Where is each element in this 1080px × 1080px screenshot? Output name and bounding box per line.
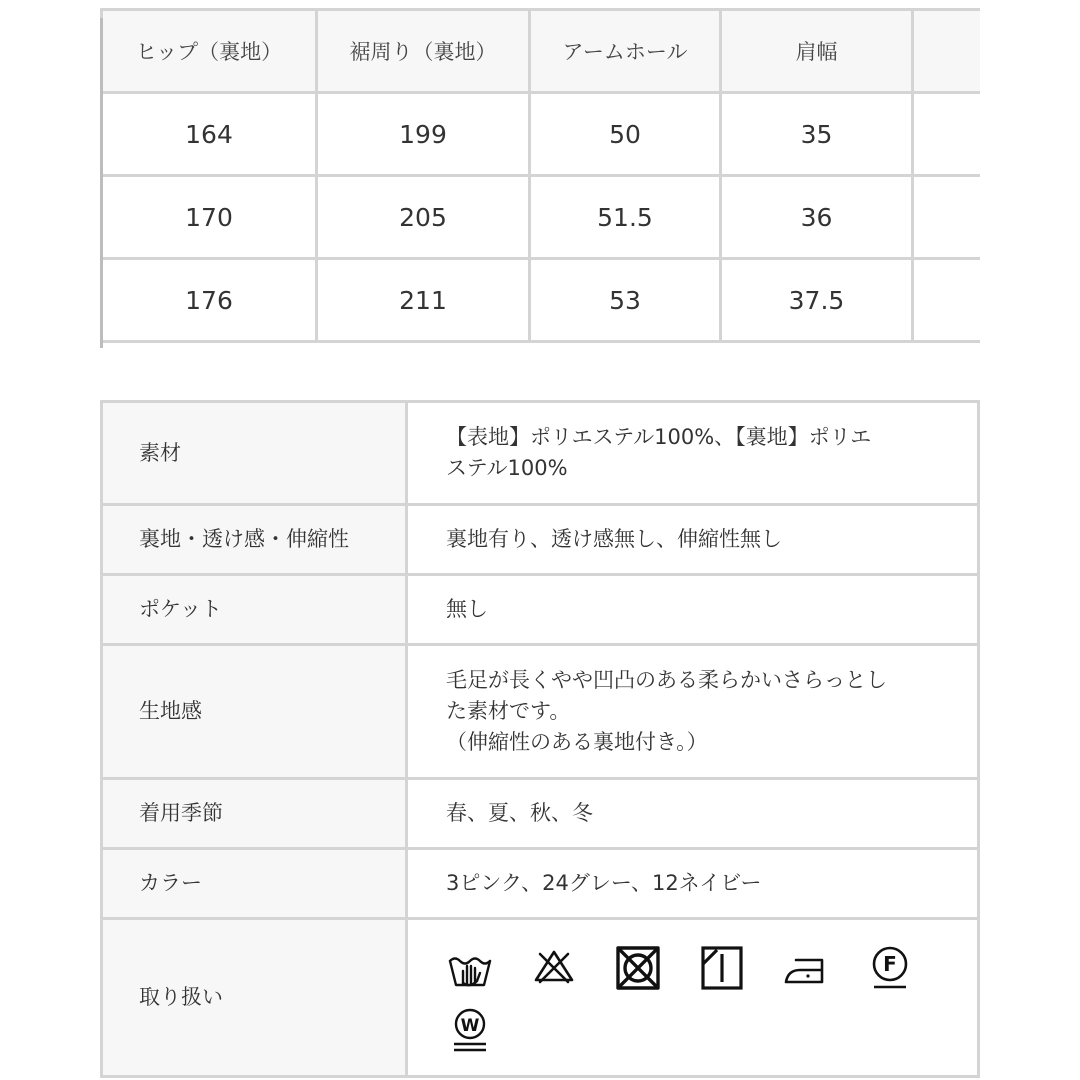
table-row [102, 259, 981, 342]
spec-value [407, 645, 979, 779]
hand-wash-icon [446, 944, 494, 992]
wet-clean-letter: W [460, 1015, 480, 1036]
material-line-2: ステル100% [446, 456, 568, 480]
spec-label: カラー [102, 849, 407, 919]
no-tumble-dry-icon [614, 944, 662, 992]
dry-clean-f-icon [866, 944, 914, 992]
shoulder-value: 35 [721, 93, 913, 176]
spec-value [407, 919, 979, 1077]
spec-row-care [102, 919, 979, 1077]
cut-off-cell [913, 259, 981, 342]
header-cut-off-column [913, 10, 981, 93]
hip-value: 164 [102, 93, 317, 176]
spec-label: 取り扱い [102, 919, 407, 1077]
hem-value: 199 [317, 93, 530, 176]
spec-value: 春、夏、秋、冬 [407, 779, 979, 849]
texture-line-1: 毛足が長くやや凹凸のある柔らかいさらっとし [446, 668, 887, 692]
hip-value: 176 [102, 259, 317, 342]
header-armhole: アームホール [530, 10, 721, 93]
spec-value [407, 402, 979, 505]
no-bleach-icon [530, 944, 578, 992]
armhole-value: 50 [530, 93, 721, 176]
hem-value: 205 [317, 176, 530, 259]
spec-label: 裏地・透け感・伸縮性 [102, 505, 407, 575]
spec-value: 3ピンク、24グレー、12ネイビー [407, 849, 979, 919]
material-line-1: 【表地】ポリエステル100%、【裏地】ポリエ [446, 425, 872, 449]
table-row [102, 176, 981, 259]
cut-off-cell [913, 176, 981, 259]
hip-value: 170 [102, 176, 317, 259]
table-row [102, 93, 981, 176]
spec-label: 生地感 [102, 645, 407, 779]
line-dry-shade-icon [698, 944, 746, 992]
spec-label: ポケット [102, 575, 407, 645]
header-hem-lining: 裾周り（裏地） [317, 10, 530, 93]
header-shoulder-width: 肩幅 [721, 10, 913, 93]
size-table [100, 8, 980, 343]
texture-line-2: た素材です。 [446, 699, 571, 723]
header-hip-lining: ヒップ（裏地） [102, 10, 317, 93]
spec-row-season [102, 779, 979, 849]
spec-row-texture [102, 645, 979, 779]
care-icons [446, 942, 933, 1054]
spec-label: 着用季節 [102, 779, 407, 849]
spec-value: 無し [407, 575, 979, 645]
dry-clean-letter: F [883, 951, 897, 976]
spec-table [100, 400, 980, 1078]
spec-label: 素材 [102, 402, 407, 505]
size-table-header-row [102, 10, 981, 93]
spec-row-color [102, 849, 979, 919]
spec-row-lining [102, 505, 979, 575]
shoulder-value: 37.5 [721, 259, 913, 342]
wet-clean-w-icon [446, 1006, 494, 1054]
size-table-container [100, 8, 980, 350]
spec-value: 裏地有り、透け感無し、伸縮性無し [407, 505, 979, 575]
shoulder-value: 36 [721, 176, 913, 259]
texture-line-3: （伸縮性のある裏地付き。） [446, 730, 708, 754]
spec-row-pocket [102, 575, 979, 645]
spec-row-material [102, 402, 979, 505]
cut-off-cell [913, 93, 981, 176]
armhole-value: 53 [530, 259, 721, 342]
hem-value: 211 [317, 259, 530, 342]
armhole-value: 51.5 [530, 176, 721, 259]
iron-low-icon [782, 944, 830, 992]
